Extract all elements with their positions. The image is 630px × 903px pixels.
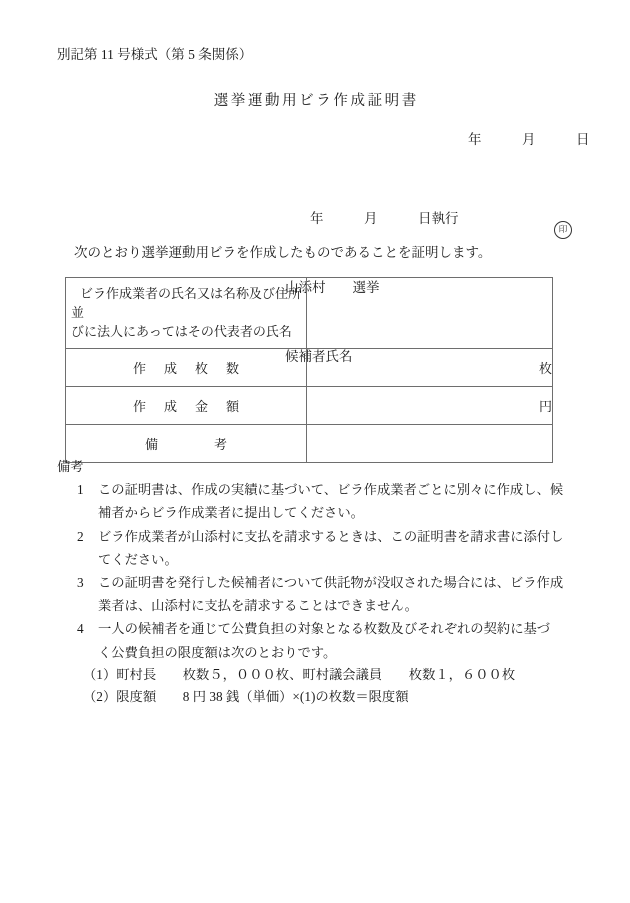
blank-date-line: 年 月 日 <box>468 132 590 147</box>
table-row <box>66 349 553 387</box>
election-name-line: 山添村 選挙 <box>285 280 380 295</box>
table-row <box>66 278 553 349</box>
note-item <box>57 617 577 663</box>
producer-info-value[interactable] <box>307 278 553 349</box>
note-text-line1: 一人の候補者を通じて公費負担の対象となる枚数及びそれぞれの契約に基づ <box>98 621 551 637</box>
remarks-label: 備考 <box>66 425 307 463</box>
note-text-line2: てください。 <box>98 551 178 567</box>
page-title: 選挙運動用ビラ作成証明書 <box>213 93 419 109</box>
seal-stamp-icon <box>533 207 572 253</box>
note-text-line1: この証明書は、作成の実績に基づいて、ビラ作成業者ごとに別々に作成し、候 <box>98 482 564 498</box>
note-text-line2: 補者からビラ作成業者に提出してください。 <box>98 505 364 521</box>
execution-date-line: 年 月 日執行 <box>310 211 459 226</box>
table-row <box>66 387 553 425</box>
bill-production-table <box>65 277 553 463</box>
production-count-label: 作成枚数 <box>66 349 307 387</box>
producer-info-label-line2: びに法人にあってはその代表者の氏名 <box>71 324 292 339</box>
note-text-line2: 業者は、山添村に支払を請求することはできません。 <box>98 598 418 614</box>
notes-heading: 備考 <box>57 459 84 474</box>
note-item <box>57 525 577 571</box>
note-text-line1: ビラ作成業者が山添村に支払を請求するときは、この証明書を請求書に添付し <box>98 528 564 544</box>
note-text-line2: く公費負担の限度額は次のとおりです。 <box>98 644 337 660</box>
production-amount-label: 作成金額 <box>66 387 307 425</box>
certification-sentence: 次のとおり選挙運動用ビラを作成したものであることを証明します。 <box>74 245 492 260</box>
note-item <box>57 478 577 524</box>
note-number: 2 <box>77 528 84 544</box>
note-item <box>57 571 577 617</box>
note-sub-item: （1）町村長 枚数５，０００枚、町村議会議員 枚数１，６００枚 <box>83 666 516 682</box>
producer-info-label <box>66 278 307 349</box>
production-amount-value[interactable]: 円 <box>307 387 553 425</box>
note-number: 1 <box>77 482 84 498</box>
candidate-name-line: 候補者氏名 <box>285 349 353 364</box>
note-sub-item: （2）限度額 8 円 38 銭（単価）×(1)の枚数＝限度額 <box>83 689 409 705</box>
production-count-value[interactable]: 枚 <box>307 349 553 387</box>
notes-section <box>57 455 577 709</box>
form-code: 別記第 11 号様式（第 5 条関係） <box>57 47 253 62</box>
note-number: 4 <box>77 621 84 637</box>
producer-info-label-line1: ビラ作成業者の氏名又は名称及び住所並 <box>71 286 302 320</box>
note-text-line1: この証明書を発行した候補者について供託物が没収された場合には、ビラ作成 <box>98 575 564 591</box>
note-number: 3 <box>77 575 84 591</box>
